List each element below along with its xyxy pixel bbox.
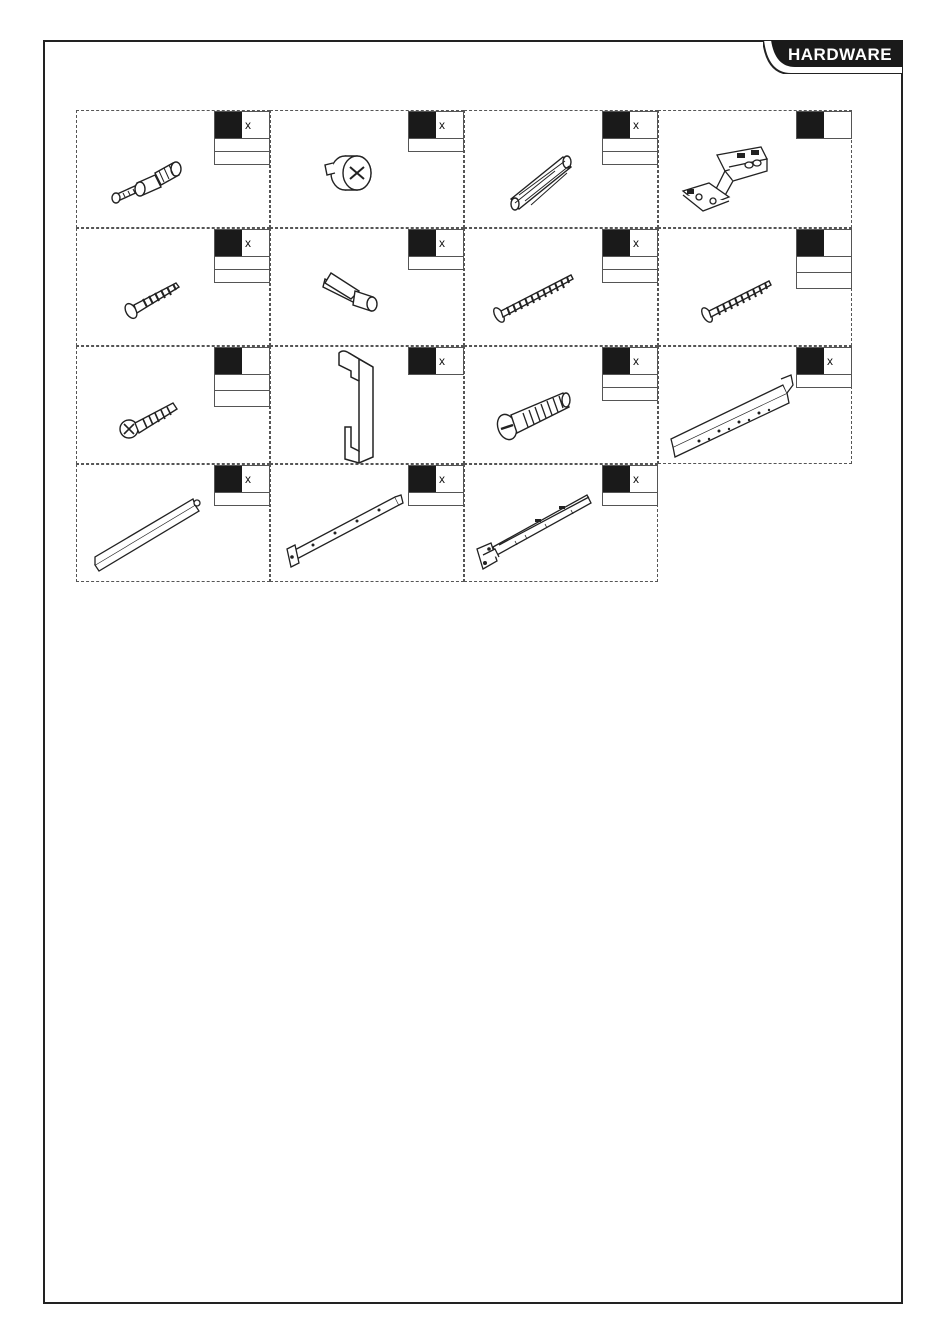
handle-bolt-icon: [493, 385, 583, 450]
part-cell-drawer-slide: [270, 464, 464, 582]
quantity-box: [408, 111, 464, 152]
part-cell-drawer-runner-bottom: [658, 346, 852, 464]
quantity-box: [214, 465, 270, 506]
quantity-multiplier: x: [439, 118, 445, 132]
part-cell-wall-plug: [270, 228, 464, 346]
quantity-number-block: [797, 348, 824, 374]
quantity-line: [796, 257, 852, 273]
wood-screw-short-icon: [121, 273, 191, 328]
drawer-slide-icon: [283, 491, 408, 576]
cabinet-hinge-icon: [679, 141, 779, 226]
door-handle-icon: [329, 347, 379, 470]
quantity-line: [408, 139, 464, 152]
quantity-multiplier: x: [439, 472, 445, 486]
quantity-number-block: [409, 112, 436, 138]
part-cell-door-handle: [270, 346, 464, 464]
quantity-line: [214, 257, 270, 270]
quantity-box: [408, 229, 464, 270]
quantity-line: [214, 270, 270, 283]
quantity-box: [602, 347, 658, 401]
quantity-line: [796, 375, 852, 388]
quantity-number-block: [797, 230, 824, 256]
quantity-line: [602, 152, 658, 165]
quantity-number-block: [215, 230, 242, 256]
quantity-box: [602, 111, 658, 165]
quantity-box: [796, 229, 852, 289]
part-cell-wood-screw-medium: [658, 228, 852, 346]
quantity-line: [602, 388, 658, 401]
quantity-number-block: [603, 230, 630, 256]
ball-bearing-slide-icon: [475, 487, 600, 582]
quantity-number-block: [603, 348, 630, 374]
quantity-multiplier: x: [439, 236, 445, 250]
part-cell-wood-screw-short: [76, 228, 270, 346]
quantity-box: [214, 347, 270, 407]
quantity-line: [602, 270, 658, 283]
part-cell-hinge-screw: [76, 346, 270, 464]
quantity-line: [214, 152, 270, 165]
support-rail-icon: [91, 497, 211, 582]
quantity-multiplier: x: [633, 236, 639, 250]
quantity-number-block: [797, 112, 824, 138]
hinge-screw-icon: [117, 393, 187, 448]
quantity-box: [796, 111, 852, 139]
cam-bolt-icon: [107, 149, 197, 214]
quantity-line: [602, 375, 658, 388]
quantity-box: [214, 111, 270, 165]
quantity-number-block: [603, 112, 630, 138]
quantity-line: [214, 375, 270, 391]
quantity-line: [408, 493, 464, 506]
part-cell-ball-bearing-slide: [464, 464, 658, 582]
quantity-number-block: [409, 466, 436, 492]
cam-lock-icon: [323, 145, 383, 210]
section-title: HARDWARE: [788, 45, 893, 64]
quantity-box: [602, 465, 658, 506]
wall-plug-icon: [321, 269, 391, 324]
quantity-line: [796, 273, 852, 289]
wood-screw-long-icon: [491, 267, 581, 332]
part-cell-wooden-dowel: [464, 110, 658, 228]
quantity-line: [602, 139, 658, 152]
drawer-runner-bottom-icon: [669, 373, 799, 468]
wooden-dowel-icon: [505, 151, 585, 216]
quantity-number-block: [603, 466, 630, 492]
quantity-number-block: [215, 348, 242, 374]
quantity-line: [602, 257, 658, 270]
quantity-box: [408, 465, 464, 506]
wood-screw-medium-icon: [699, 273, 779, 332]
quantity-line: [602, 493, 658, 506]
quantity-multiplier: x: [633, 118, 639, 132]
part-cell-cam-lock: [270, 110, 464, 228]
quantity-multiplier: x: [245, 472, 251, 486]
quantity-line: [408, 257, 464, 270]
quantity-number-block: [409, 230, 436, 256]
quantity-line: [214, 391, 270, 407]
quantity-multiplier: x: [827, 354, 833, 368]
quantity-box: [214, 229, 270, 283]
quantity-line: [214, 139, 270, 152]
quantity-multiplier: x: [633, 354, 639, 368]
part-cell-handle-bolt: [464, 346, 658, 464]
part-cell-wood-screw-long: [464, 228, 658, 346]
quantity-multiplier: x: [633, 472, 639, 486]
part-cell-support-rail: [76, 464, 270, 582]
quantity-number-block: [409, 348, 436, 374]
quantity-box: [408, 347, 464, 375]
quantity-box: [796, 347, 852, 388]
part-cell-cam-bolt: [76, 110, 270, 228]
quantity-number-block: [215, 112, 242, 138]
quantity-line: [214, 493, 270, 506]
quantity-multiplier: x: [439, 354, 445, 368]
quantity-multiplier: x: [245, 236, 251, 250]
quantity-box: [602, 229, 658, 283]
quantity-number-block: [215, 466, 242, 492]
quantity-multiplier: x: [245, 118, 251, 132]
part-cell-cabinet-hinge: [658, 110, 852, 228]
